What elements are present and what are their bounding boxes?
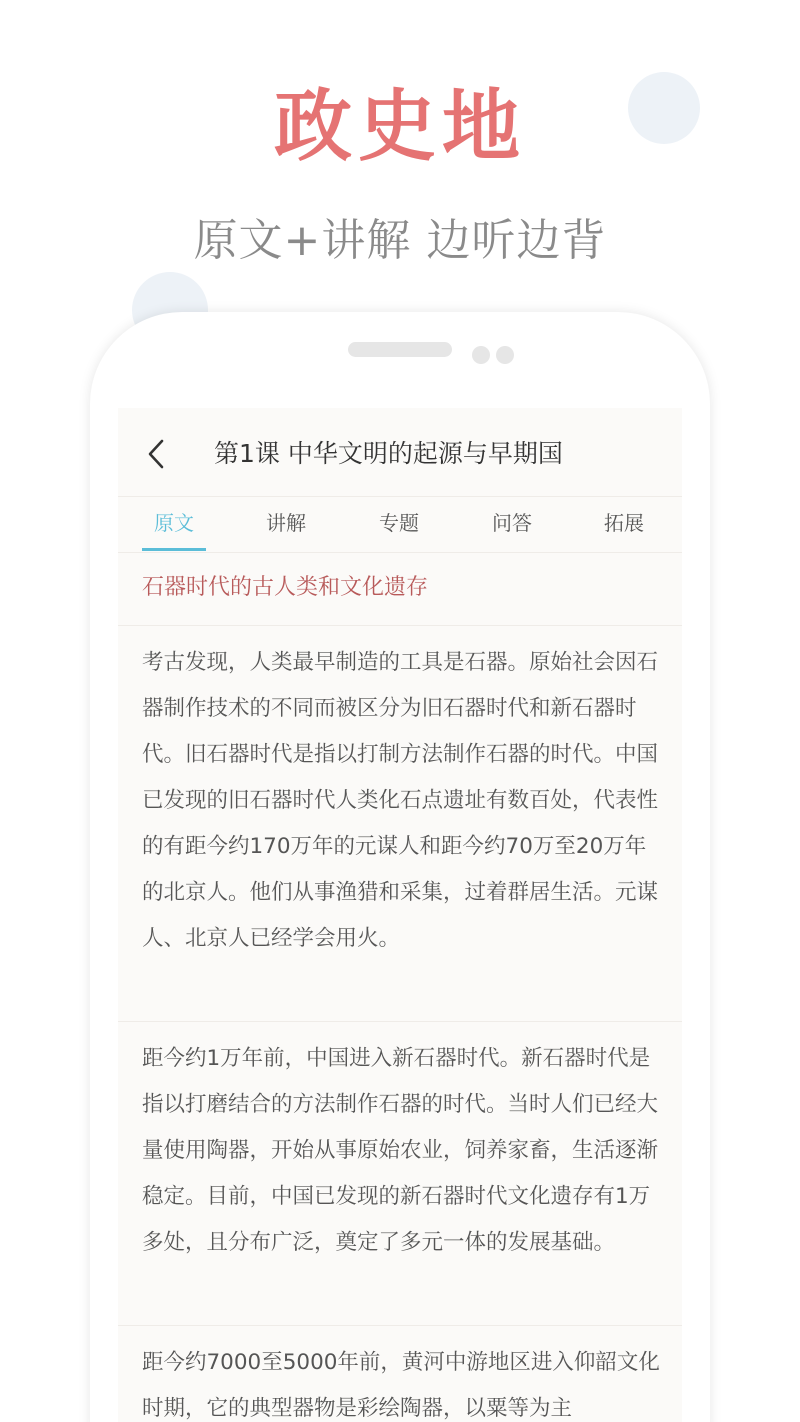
phone-camera-dot [496,346,514,364]
tab-bar [118,497,682,553]
tab-qa[interactable] [456,497,568,552]
paragraph: 考古发现，人类最早制造的工具是石器。原始社会因石器制作技术的不同而被区分为旧石器时代和新石器时代。旧石器时代是指以打制方法制作石器的时代。中国已发现的旧石器时代人类化石点遗址有数百处，代表性的有距今约170万年的元谋人和距今约70万至20万年的北京人。他们从事渔猎和采集，过着群居生活。元谋人、北京人已经学会用火。 [142,650,659,951]
chevron-left-icon[interactable] [142,436,172,472]
tab-extension[interactable] [568,497,680,552]
tab-explanation[interactable] [230,497,342,552]
tab-label: 问答 [492,511,532,535]
promo-title: 政史地 [273,82,526,172]
tab-label: 拓展 [604,511,644,535]
tab-topics[interactable] [343,497,455,552]
tab-label: 讲解 [266,511,306,535]
divider [118,1325,682,1326]
tab-active-indicator [142,548,206,551]
section-title: 石器时代的古人类和文化遗存 [142,575,429,600]
phone-speaker [348,342,452,357]
phone-camera-dot [472,346,490,364]
nav-bar [118,408,682,497]
paragraph: 距今约1万年前，中国进入新石器时代。新石器时代是指以打磨结合的方法制作石器的时代。当时人们已经大量使用陶器，开始从事原始农业，饲养家畜，生活逐渐稳定。目前，中国已发现的新石器时代文化遗存有1万多处，且分布广泛，奠定了多元一体的发展基础。 [142,1046,659,1255]
phone-frame [90,312,710,1422]
tab-original[interactable] [118,497,230,552]
divider [118,625,682,626]
tab-label: 原文 [154,511,194,535]
paragraph: 距今约7000至5000年前，黄河中游地区进入仰韶文化时期，它的典型器物是彩绘陶器，以粟等为主 [142,1350,660,1421]
tab-label: 专题 [379,511,419,535]
divider [118,1021,682,1022]
app-screen [118,408,682,1422]
page-title: 第1课 中华文明的起源与早期国 [214,439,563,468]
promo-subtitle: 原文+讲解 边听边背 [193,215,607,266]
